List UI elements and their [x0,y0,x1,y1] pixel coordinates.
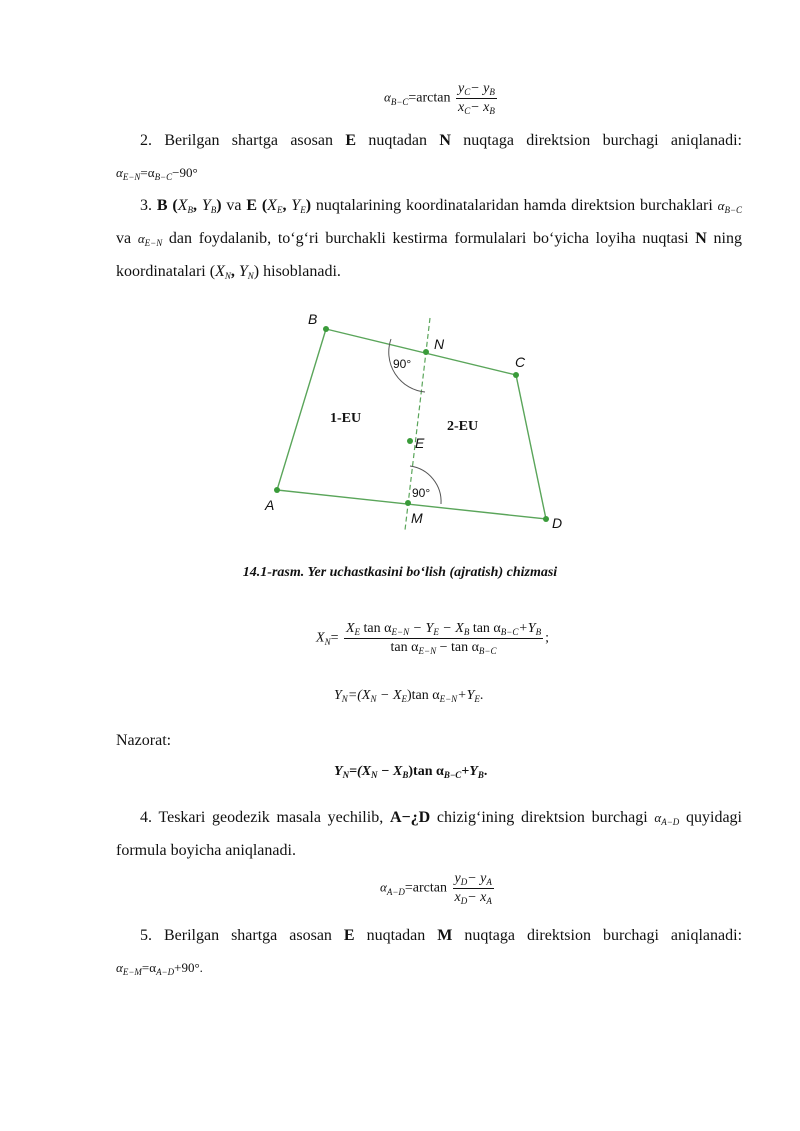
equation-alpha-ad: $\alpha_{A-D}=\arctan$ $\frac{y_D- y_A}{x_D- x_A}$ [380,871,492,906]
equation-yn-check: $Y_N=(X_N - X_B)\tan$ $\alpha_{B-C}+Y_B$. [334,764,488,780]
point-B [323,326,329,332]
point-D [543,516,549,522]
angle-label-top: 90° [393,357,412,371]
label-N: N [434,336,445,352]
paragraph-4: 4. Teskari geodezik masala yechilib, A−¿D chizig‘ining direktsion burchagi αA−D quyidagi formula boyicha aniqlanadi. [116,809,743,859]
paragraph-2: 2. Berilgan shartga asosan E nuqtadan N nuqtaga direktsion burchagi aniqlanadi: αE−N=αB−C−90° [116,132,743,182]
label-C: C [515,354,526,370]
region-label-1: 1-EU [330,411,362,426]
angle-label-bottom: 90° [412,486,431,500]
label-B: B [308,311,318,327]
point-M [405,500,411,506]
paragraph-5: 5. Berilgan shartga asosan E nuqtadan M nuqtaga direktsion burchagi aniqlanadi: αE−M=αA−D+90°. [116,927,743,977]
label-M: M [411,510,423,526]
region-label-2: 2-EU [447,419,479,434]
paragraph-3: 3. B (XB, YB) va E (XE, YE) nuqtalarining koordinatalaridan hamda direktsion burchaklari αB−C va αE−N dan foydalanib, to‘g‘ri burchakli kestirma formulalari bo‘yicha loyiha nuqtasi N ning koordinatalari (XN, YN) hisoblanadi. [116,197,743,281]
equation-alpha-bc: $\alpha_{B-C}=\arctan$ $\frac{y_C- y_B}{x_C- x_B}$ [384,81,495,116]
label-D: D [552,515,563,531]
point-A [274,487,280,493]
equation-yn: $Y_N=(X_N - X_E)\tan$ $\alpha_{E-N}+Y_E$. [334,688,484,704]
label-E: E [415,435,425,451]
point-E [407,438,413,444]
figure-caption: 14.1-rasm. Yer uchastkasini bo‘lish (ajratish) chizmasi [242,565,558,580]
control-label: Nazorat: [116,732,172,749]
point-N [423,349,429,355]
label-A: A [265,497,275,513]
equation-xn: $X_N=$ $\frac{X_E \tan \alpha_{E-N} - Y_E - X_B \tan \alpha_{B-C}+Y_B}{\tan \alpha_{E-N} - \tan \alpha_{B-C}}$ ; [316,621,549,656]
fraction: $\frac{y_C- y_B}{x_C- x_B}$ [458,81,495,116]
point-C [513,372,519,378]
